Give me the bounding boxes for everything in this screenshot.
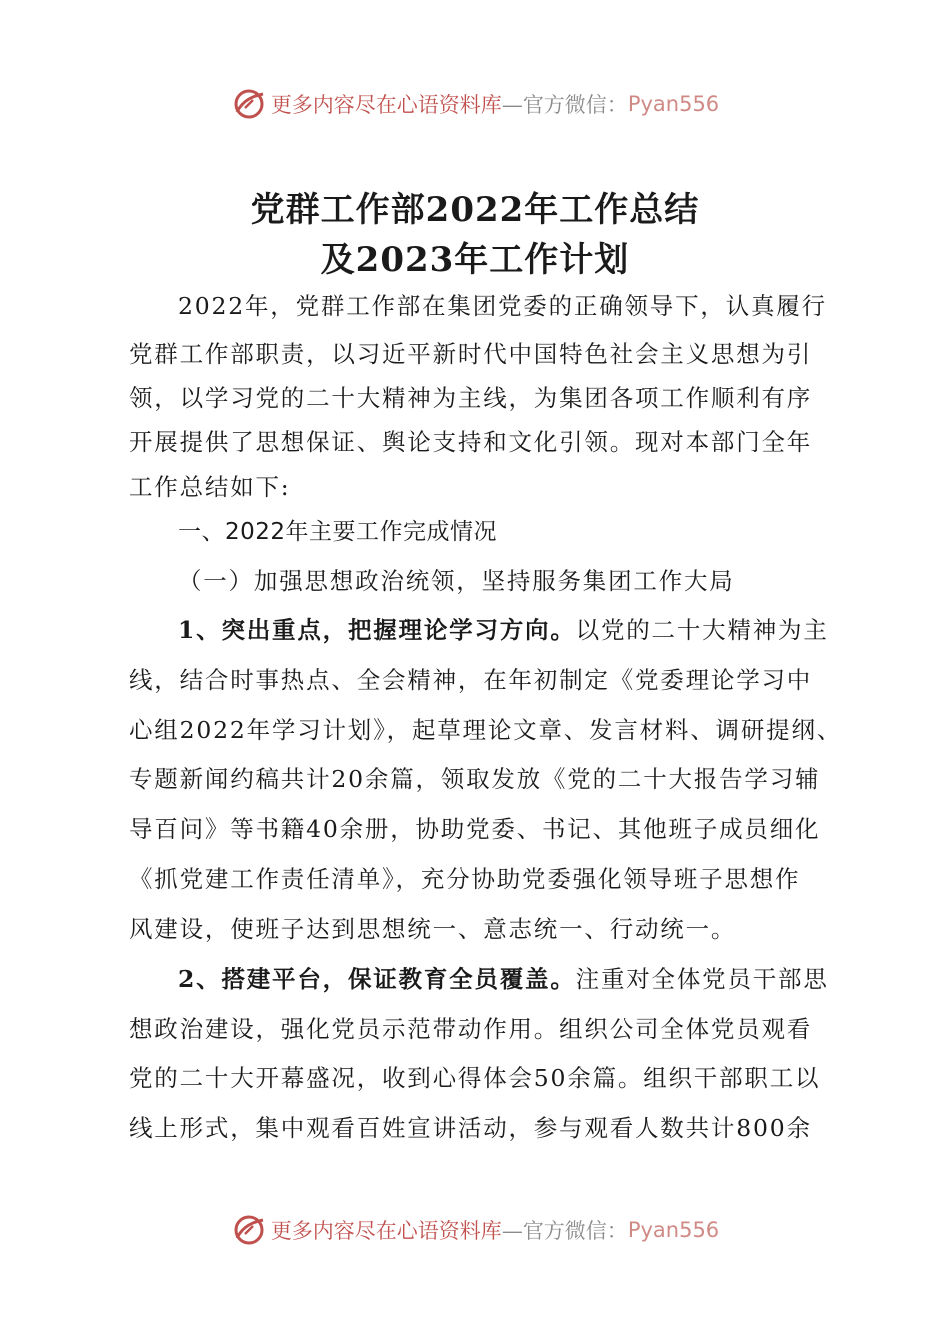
paragraph-line: 专题新闻约稿共计20余篇，领取发放《党的二十大报告学习辅 [129,765,821,793]
brand-logo-icon [231,1212,267,1248]
paragraph-line: 心组2022年学习计划》，起草理论文章、发言材料、调研提纲、 [129,716,843,744]
subsection-heading: （一）加强思想政治统领，坚持服务集团工作大局 [178,567,735,595]
banner-brand-text: 更多内容尽在心语资料库 [270,1219,502,1243]
banner-brand-text: 更多内容尽在心语资料库 [270,93,502,117]
paragraph-line: 2022年，党群工作部在集团党委的正确领导下，认真履行 [178,292,827,320]
banner-wechat-label: —官方微信： [501,93,628,117]
paragraph-line: 党的二十大开幕盛况，收到心得体会50余篇。组织干部职工以 [129,1064,821,1092]
brand-logo-icon [231,86,267,122]
paragraph-line: 风建设，使班子达到思想统一、意志统一、行动统一。 [129,915,737,943]
paragraph-line: 党群工作部职责，以习近平新时代中国特色社会主义思想为引 [129,340,813,368]
paragraph-line: 线上形式，集中观看百姓宣讲活动，参与观看人数共计800余 [129,1114,812,1142]
document-title-line-2: 及2023年工作计划 [320,240,630,280]
section-heading: 一、2022年主要工作完成情况 [178,519,498,545]
banner-wechat-label: —官方微信： [501,1219,628,1243]
document-title-line-1: 党群工作部2022年工作总结 [250,190,700,230]
paragraph-line: 线，结合时事热点、全会精神，在年初制定《党委理论学习中 [129,666,813,694]
paragraph-line: 领，以学习党的二十大精神为主线，为集团各项工作顺利有序 [129,384,813,412]
item-heading: 1、突出重点，把握理论学习方向。 [178,616,576,644]
paragraph-line: 开展提供了思想保证、舆论支持和文化引领。现对本部门全年 [129,428,813,456]
paragraph-line: 导百问》等书籍40余册，协助党委、书记、其他班子成员细化 [129,815,821,843]
paragraph-line: 工作总结如下: [129,473,291,501]
footer-banner [0,1208,950,1252]
paragraph-line: 1、突出重点，把握理论学习方向。以党的二十大精神为主 [178,616,829,644]
paragraph-line: 想政治建设，强化党员示范带动作用。组织公司全体党员观看 [129,1015,813,1043]
banner-wechat-id: Pyan556 [627,1218,720,1242]
banner-wechat-id: Pyan556 [627,92,720,116]
paragraph-line: 2、搭建平台，保证教育全员覆盖。注重对全体党员干部思 [178,965,829,993]
paragraph-line: 《抓党建工作责任清单》，充分协助党委强化领导班子思想作 [129,865,801,893]
item-heading: 2、搭建平台，保证教育全员覆盖。 [178,965,576,993]
header-banner [0,82,950,126]
